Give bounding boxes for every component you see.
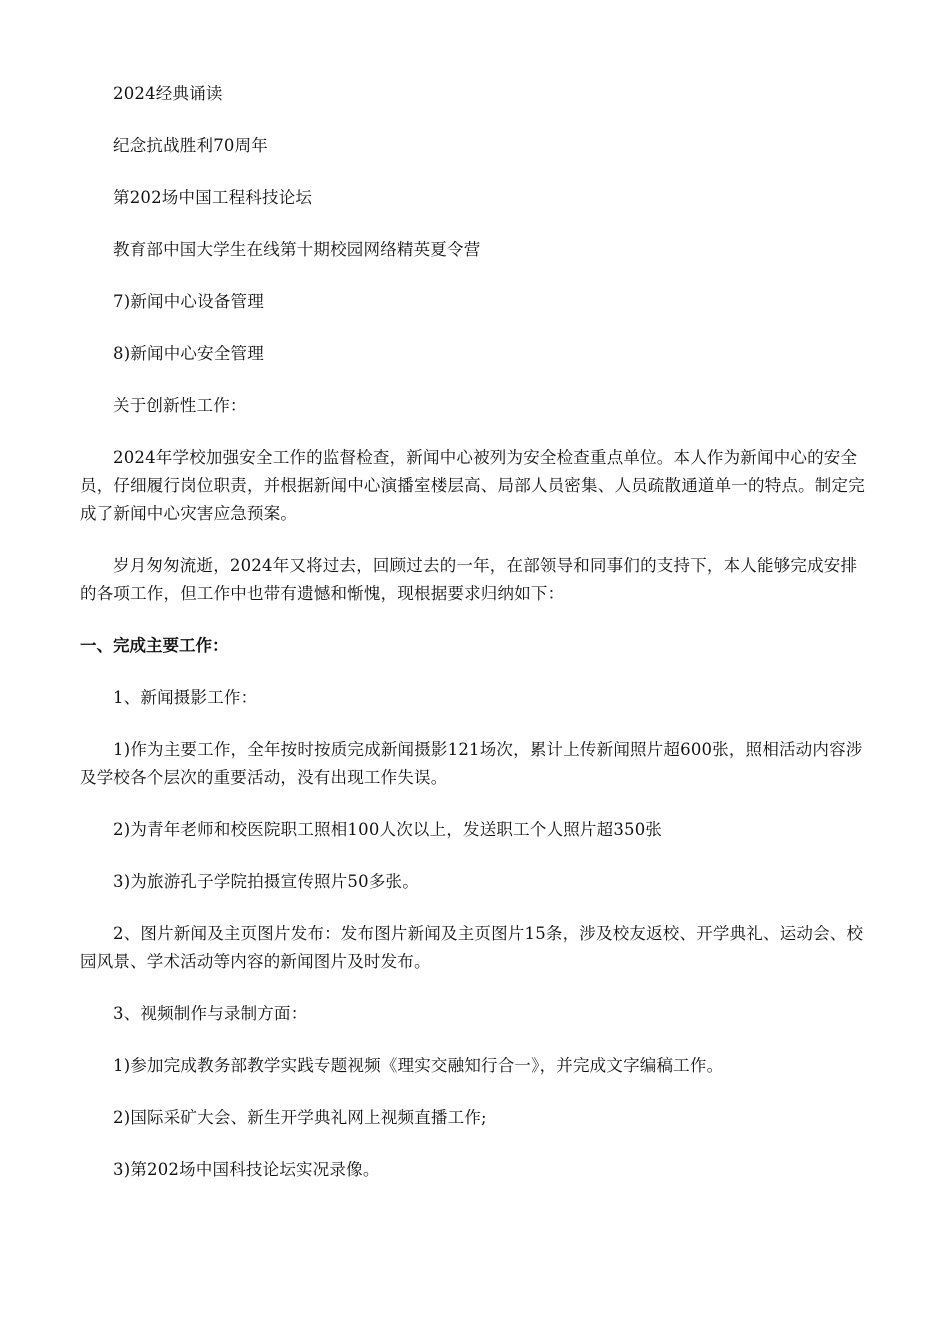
line-forum: 第202场中国工程科技论坛 bbox=[113, 188, 313, 207]
line-summer-camp: 教育部中国大学生在线第十期校园网络精英夏令营 bbox=[113, 240, 481, 259]
item-photography-3: 3)为旅游孔子学院拍摄宣传照片50多张。 bbox=[113, 872, 419, 891]
item-video-2: 2)国际采矿大会、新生开学典礼网上视频直播工作; bbox=[113, 1108, 487, 1127]
document-page bbox=[80, 80, 870, 1208]
item-video-1: 1)参加完成教务部教学实践专题视频《理实交融知行合一》，并完成文字编稿工作。 bbox=[113, 1056, 724, 1075]
paragraph-image-news: 2、图片新闻及主页图片发布：发布图片新闻及主页图片15条，涉及校友返校、开学典礼、运动会、校园风景、学术活动等内容的新闻图片及时发布。 bbox=[80, 924, 864, 971]
item-video-3: 3)第202场中国科技论坛实况录像。 bbox=[113, 1160, 380, 1179]
line-equipment-management: 7)新闻中心设备管理 bbox=[113, 292, 264, 311]
paragraph-safety-work: 2024年学校加强安全工作的监督检查，新闻中心被列为安全检查重点单位。本人作为新闻中心的安全员，仔细履行岗位职责，并根据新闻中心演播室楼层高、局部人员密集、人员疏散通道单一的特点。制定完成了新闻中心灾害应急预案。 bbox=[80, 448, 865, 523]
section-heading-main-work: 一、完成主要工作： bbox=[80, 636, 229, 655]
line-anniversary: 纪念抗战胜利70周年 bbox=[113, 136, 268, 155]
item-photography-1: 1)作为主要工作，全年按时按质完成新闻摄影121场次，累计上传新闻照片超600张，照相活动内容涉及学校各个层次的重要活动，没有出现工作失误。 bbox=[80, 740, 863, 787]
item-photography-2: 2)为青年老师和校医院职工照相100人次以上，发送职工个人照片超350张 bbox=[113, 820, 663, 839]
subheading-photography: 1、新闻摄影工作： bbox=[113, 688, 258, 707]
line-innovation-heading: 关于创新性工作： bbox=[113, 396, 247, 415]
paragraph-intro: 岁月匆匆流逝，2024年又将过去，回顾过去的一年，在部领导和同事们的支持下，本人能够完成安排的各项工作，但工作中也带有遗憾和惭愧，现根据要求归纳如下： bbox=[80, 556, 858, 603]
line-safety-management: 8)新闻中心安全管理 bbox=[113, 344, 264, 363]
line-classic-reading: 2024经典诵读 bbox=[113, 84, 223, 103]
subheading-video: 3、视频制作与录制方面： bbox=[113, 1004, 308, 1023]
